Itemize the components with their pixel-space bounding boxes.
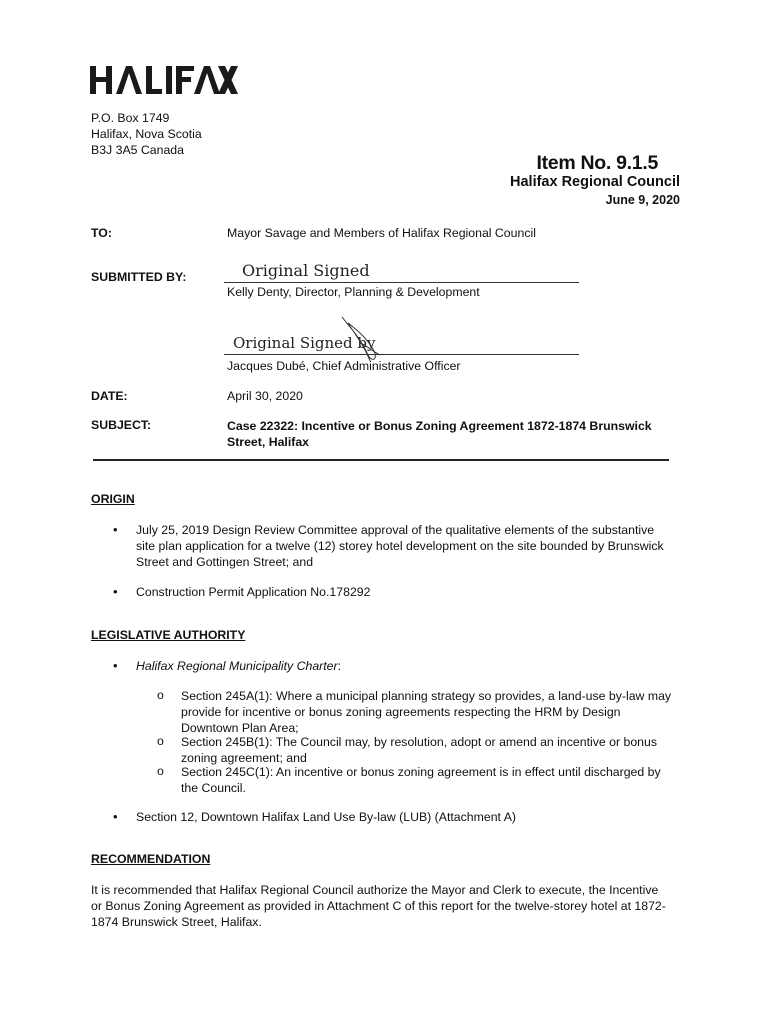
signature-line <box>224 354 579 355</box>
text-line: site plan application for a twelve (12) storey hotel development on the site bounded by Brunswick <box>136 539 664 553</box>
charter-section <box>181 764 681 796</box>
council-name: Halifax Regional Council <box>510 174 680 190</box>
sub-bullet-marker: o <box>157 688 164 702</box>
recommendation-text <box>91 882 681 930</box>
to-value: Mayor Savage and Members of Halifax Regional Council <box>227 226 536 240</box>
meeting-date: June 9, 2020 <box>605 193 680 207</box>
legislative-heading: LEGISLATIVE AUTHORITY <box>91 628 246 642</box>
text-line: 1874 Brunswick Street, Halifax. <box>91 915 262 929</box>
date-label: DATE: <box>91 389 128 403</box>
text-line: Downtown Plan Area; <box>181 721 299 735</box>
subject-value <box>227 418 652 450</box>
origin-heading: ORIGIN <box>91 492 135 506</box>
signature-flourish <box>330 315 390 365</box>
origin-item <box>136 522 681 570</box>
charter-section <box>181 734 681 766</box>
text-line: zoning agreement; and <box>181 751 307 765</box>
bullet-marker: • <box>113 522 118 537</box>
text-line: Section 245C(1): An incentive or bonus zoning agreement is in effect until discharged by <box>181 765 661 779</box>
text-line: Section 245A(1): Where a municipal planning strategy so provides, a land-use by-law may <box>181 689 672 703</box>
text-line: Construction Permit Application No.178292 <box>136 585 371 599</box>
origin-item <box>136 584 681 600</box>
item-number: Item No. 9.1.5 <box>536 152 658 174</box>
address-line: P.O. Box 1749 <box>91 111 170 125</box>
signature-line <box>224 282 579 283</box>
to-label: TO: <box>91 226 112 240</box>
lub-item: Section 12, Downtown Halifax Land Use By-law (LUB) (Attachment A) <box>136 810 517 824</box>
subject-line: Case 22322: Incentive or Bonus Zoning Agreement 1872-1874 Brunswick <box>227 419 652 433</box>
submitted-by-label: SUBMITTED BY: <box>91 270 187 284</box>
charter-section <box>181 688 681 736</box>
recommendation-heading: RECOMMENDATION <box>91 852 211 866</box>
charter-item <box>136 658 681 674</box>
bullet-marker: • <box>113 658 118 673</box>
bullet-marker: • <box>113 809 118 824</box>
signature-kelly-denty: Original Signed <box>242 261 370 280</box>
bullet-marker: • <box>113 584 118 599</box>
text-line: July 25, 2019 Design Review Committee approval of the qualitative elements of the substantive <box>136 523 655 537</box>
mailing-address <box>91 110 202 158</box>
divider <box>93 459 669 461</box>
text-line: Section 245B(1): The Council may, by resolution, adopt or amend an incentive or bonus <box>181 735 657 749</box>
text-line: or Bonus Zoning Agreement as provided in Attachment C of this report for the twelve-storey hotel at 1872- <box>91 899 666 913</box>
text-line: provide for incentive or bonus zoning agreements respecting the HRM by Design <box>181 705 621 719</box>
text-line: It is recommended that Halifax Regional Council authorize the Mayor and Clerk to execute, the Incentive <box>91 883 659 897</box>
sub-bullet-marker: o <box>157 734 164 748</box>
charter-colon: : <box>337 659 342 673</box>
signature-jacques-dube: Original Signed by <box>233 334 376 352</box>
submitter-jacques-dube: Jacques Dubé, Chief Administrative Officer <box>227 359 461 373</box>
date-value: April 30, 2020 <box>227 389 303 403</box>
sub-bullet-marker: o <box>157 764 164 778</box>
text-line: Street and Gottingen Street; and <box>136 555 314 569</box>
charter-title: Halifax Regional Municipality Charter <box>136 659 338 673</box>
submitter-kelly-denty: Kelly Denty, Director, Planning & Development <box>227 285 480 299</box>
address-line: B3J 3A5 Canada <box>91 143 184 157</box>
address-line: Halifax, Nova Scotia <box>91 127 202 141</box>
text-line: the Council. <box>181 781 246 795</box>
halifax-logo <box>90 60 240 100</box>
subject-label: SUBJECT: <box>91 418 152 432</box>
subject-line: Street, Halifax <box>227 435 310 449</box>
